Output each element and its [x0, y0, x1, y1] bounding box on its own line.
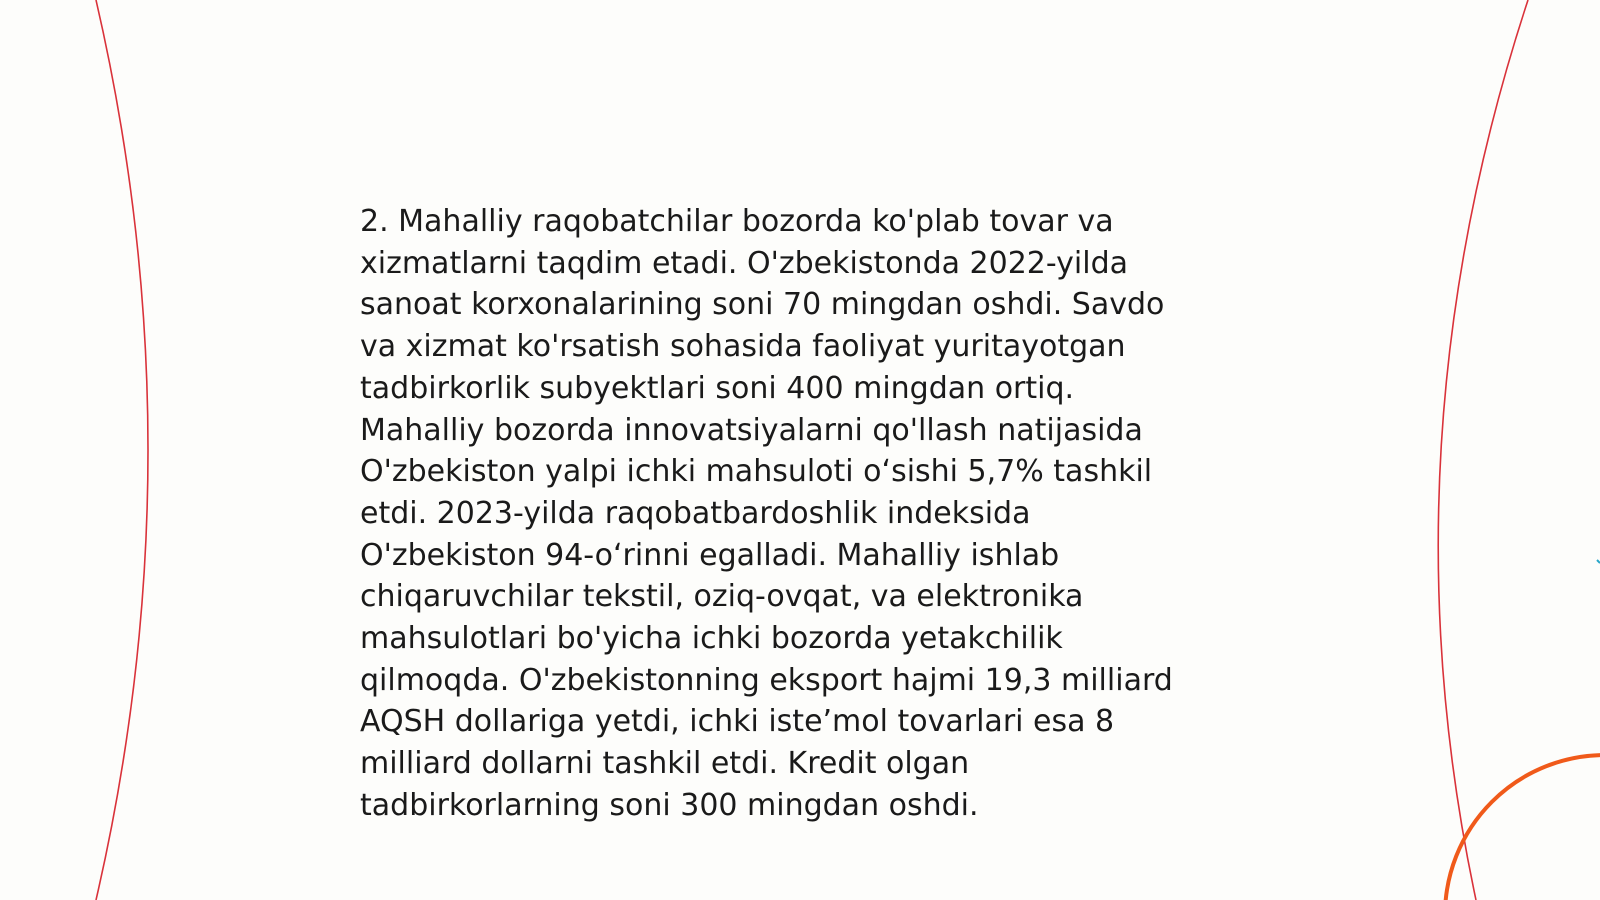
text-line: va xizmat ko'rsatish sohasida faoliyat yuritayotgan [360, 329, 1126, 365]
left-decorative-arc [96, 0, 148, 900]
text-line: chiqaruvchilar tekstil, oziq-ovqat, va elektronika [360, 579, 1084, 615]
text-line: O'zbekiston 94-oʻrinni egalladi. Mahalliy ishlab [360, 537, 1060, 573]
slide-body-text [360, 201, 1260, 827]
text-line: Mahalliy bozorda innovatsiyalarni qo'llash natijasida [360, 412, 1143, 448]
text-line: mahsulotlari bo'yicha ichki bozorda yetakchilik [360, 621, 1063, 657]
text-line: AQSH dollariga yetdi, ichki isteʼmol tovarlari esa 8 [360, 704, 1115, 740]
right-decorative-arc [1438, 0, 1528, 900]
text-line: O'zbekiston yalpi ichki mahsuloti oʻsishi 5,7% tashkil [360, 454, 1153, 490]
text-line: milliard dollarni tashkil etdi. Kredit olgan [360, 746, 970, 782]
text-line: qilmoqda. O'zbekistonning eksport hajmi 19,3 milliard [360, 662, 1173, 698]
orange-circle-decoration [1445, 755, 1600, 900]
text-line: xizmatlarni taqdim etadi. O'zbekistonda 2022-yilda [360, 245, 1129, 281]
text-line: tadbirkorlarning soni 300 mingdan oshdi. [360, 787, 979, 823]
text-line: sanoat korxonalarining soni 70 mingdan oshdi. Savdo [360, 287, 1165, 323]
text-line: etdi. 2023-yilda raqobatbardoshlik indeksida [360, 495, 1031, 531]
text-line: 2. Mahalliy raqobatchilar bozorda ko'plab tovar va [360, 204, 1114, 239]
text-line: tadbirkorlik subyektlari soni 400 mingdan ortiq. [360, 370, 1075, 406]
